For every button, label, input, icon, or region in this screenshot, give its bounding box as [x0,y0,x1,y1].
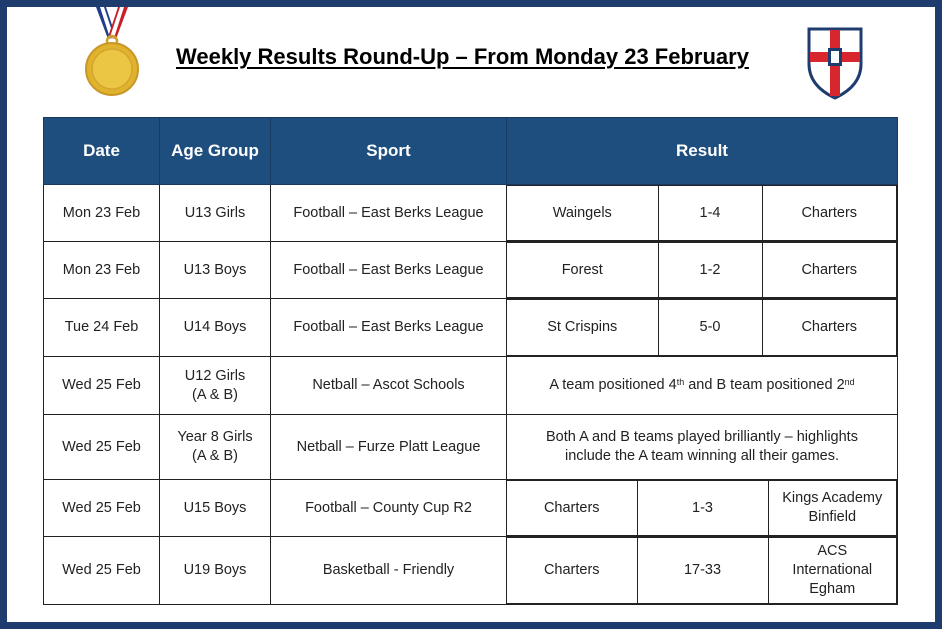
result-text: include the A team winning all their games. [564,448,840,464]
result-cell [507,242,898,299]
age-group-cell [160,357,271,415]
date-cell: Tue 24 Feb [44,299,160,357]
age-group-line: U12 Girls [184,367,246,384]
home-team: Charters [507,481,637,536]
table-row [44,415,898,480]
home-team: Waingels [507,186,658,241]
header-result: Result [507,118,898,185]
table-row [44,537,898,605]
away-team-line: Egham [809,581,856,597]
age-group-cell: U13 Girls [160,185,271,242]
age-group-cell: U13 Boys [160,242,271,299]
table-row [44,299,898,357]
ordinal-suffix: th [676,377,685,387]
ordinal-suffix: nd [844,377,855,387]
table-row [44,242,898,299]
table-row [44,480,898,537]
score: 1-2 [658,243,762,298]
header-sport: Sport [271,118,507,185]
date-cell: Wed 25 Feb [44,415,160,480]
score: 1-4 [658,186,762,241]
sport-cell: Basketball - Friendly [271,537,507,605]
age-group-cell: U14 Boys [160,299,271,357]
away-team [768,481,897,536]
sport-cell: Football – East Berks League [271,185,507,242]
medal-icon [82,7,142,99]
score: 17-33 [637,538,768,604]
results-table [43,117,898,605]
sport-cell: Netball – Furze Platt League [271,415,507,480]
result-text: A team positioned 4 [549,377,677,393]
away-team-line: Kings Academy [782,490,883,506]
page-title: Weekly Results Round-Up – From Monday 23 February [176,44,749,69]
result-text: Both A and B teams played brilliantly – highlights [546,429,858,445]
away-team: Charters [762,186,897,241]
date-cell: Wed 25 Feb [44,537,160,605]
result-text: and B team positioned 2 [684,377,845,393]
age-group-line: (A & B) [192,448,238,464]
away-team: Charters [762,300,897,356]
sport-cell: Netball – Ascot Schools [271,357,507,415]
sport-cell: Football – County Cup R2 [271,480,507,537]
sport-cell: Football – East Berks League [271,299,507,357]
away-team-line: ACS [817,543,848,559]
result-cell [507,480,898,537]
header-date: Date [44,118,160,185]
date-cell: Mon 23 Feb [44,185,160,242]
table-row [44,185,898,242]
table-row [44,357,898,415]
age-group-line: Year 8 Girls [177,429,253,445]
result-cell [507,185,898,242]
sport-cell: Football – East Berks League [271,242,507,299]
age-group-line: (A & B) [192,386,238,403]
away-team-line: International [792,562,873,578]
school-crest-icon [806,26,864,100]
away-team: Charters [762,243,897,298]
table-header-row [44,118,898,185]
home-team: St Crispins [507,300,658,356]
away-team [768,538,897,604]
result-cell [507,299,898,357]
away-team-line: Binfield [808,509,857,525]
score: 5-0 [658,300,762,356]
age-group-cell: U19 Boys [160,537,271,605]
result-cell [507,415,898,480]
date-cell: Wed 25 Feb [44,480,160,537]
result-cell [507,357,898,415]
date-cell: Wed 25 Feb [44,357,160,415]
result-cell [507,537,898,605]
age-group-cell: U15 Boys [160,480,271,537]
home-team: Forest [507,243,658,298]
score: 1-3 [637,481,768,536]
date-cell: Mon 23 Feb [44,242,160,299]
header-age-group: Age Group [160,118,271,185]
home-team: Charters [507,538,637,604]
age-group-cell [160,415,271,480]
